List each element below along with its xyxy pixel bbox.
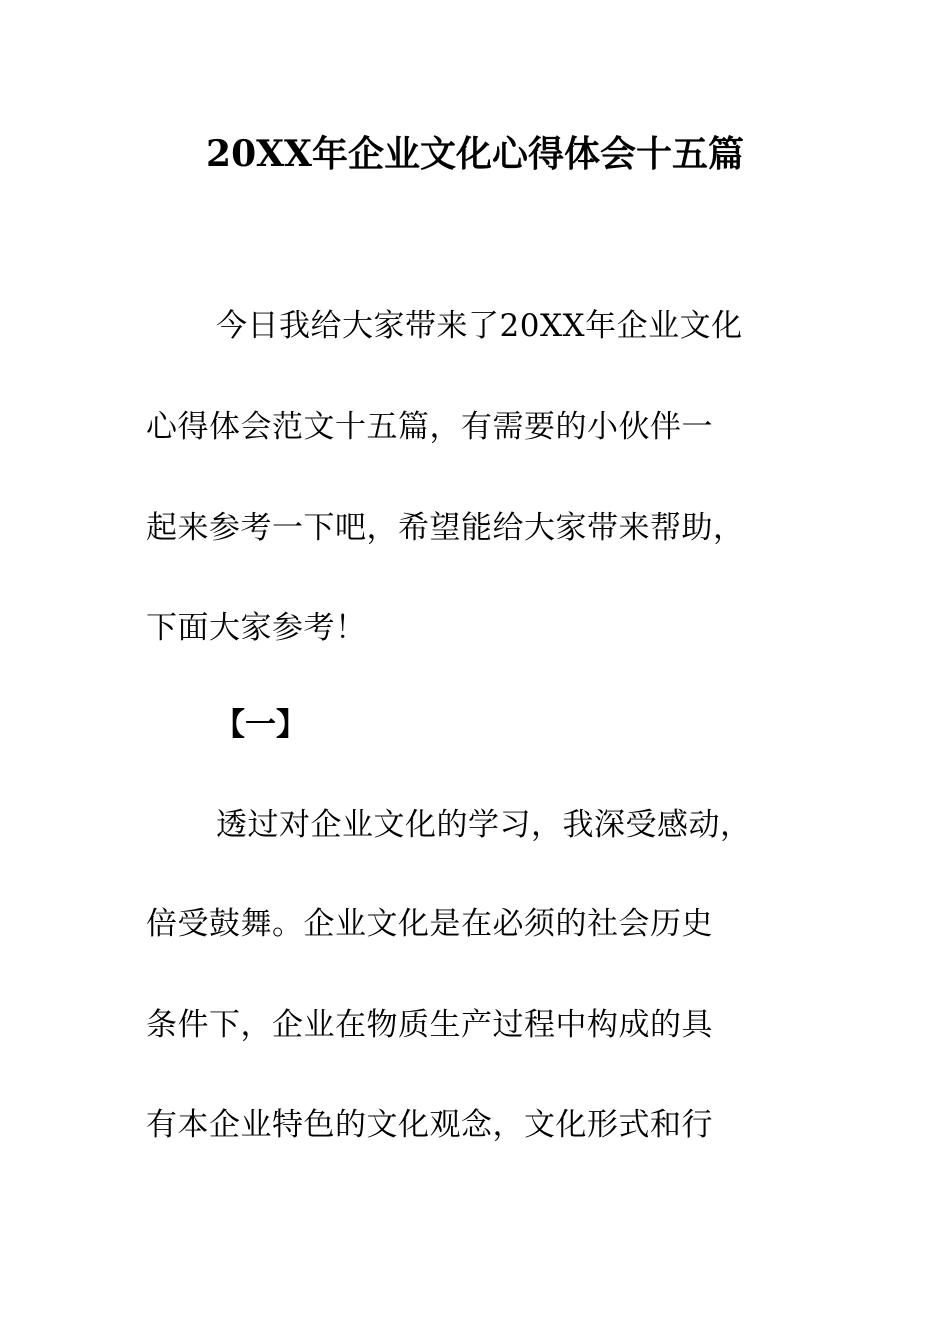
body-line-1: 透过对企业文化的学习，我深受感动， [216,807,752,843]
document-title: 20XX年企业文化心得体会十五篇 [206,133,744,175]
body-line-2: 倍受鼓舞。企业文化是在必须的社会历史 [146,906,713,942]
body-line-4: 有本企业特色的文化观念，文化形式和行 [146,1107,713,1143]
section-heading: 【一】 [214,707,307,743]
intro-line-4: 下面大家参考！ [146,610,367,646]
intro-line-1: 今日我给大家带来了20XX年企业文化 [216,308,743,344]
body-line-3: 条件下，企业在物质生产过程中构成的具 [146,1007,713,1043]
intro-line-2: 心得体会范文十五篇，有需要的小伙伴一 [146,409,713,445]
intro-line-3: 起来参考一下吧，希望能给大家带来帮助， [146,510,745,546]
